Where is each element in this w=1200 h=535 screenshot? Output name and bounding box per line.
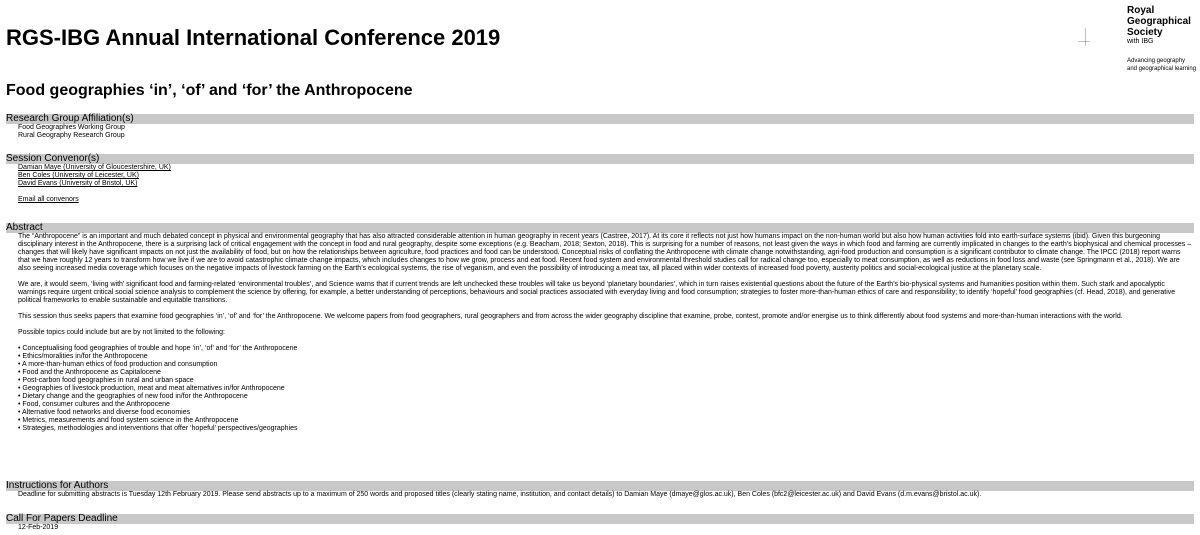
section-heading: Session Convenor(s) — [6, 154, 1194, 164]
list-item: • A more-than-human ethics of food production and consumption — [18, 361, 218, 368]
deadline-section — [6, 514, 1194, 532]
list-item: • Food and the Anthropocene as Capitalocene — [18, 369, 161, 376]
logo-name-line: Royal — [1127, 5, 1155, 16]
convenor-link[interactable]: Ben Coles (University of Leicester, UK) — [18, 172, 139, 179]
abstract-paragraph: Possible topics could include but are by not limited to the following: — [18, 329, 226, 336]
abstract-body — [6, 233, 1194, 433]
logo-tagline — [1127, 58, 1196, 73]
page-header — [0, 0, 1200, 74]
affiliation-section — [6, 114, 1194, 140]
list-item: • Food, consumer cultures and the Anthropocene — [18, 401, 170, 408]
list-item: • Ethics/moralities in/for the Anthropocene — [18, 353, 148, 360]
section-heading: Research Group Affiliation(s) — [6, 114, 1194, 124]
list-item: • Geographies of livestock production, meat and meat alternatives in/for Anthropocene — [18, 385, 285, 392]
affiliation-item: Rural Geography Research Group — [18, 132, 125, 139]
email-all-convenors-link[interactable]: Email all convenors — [18, 196, 79, 203]
logo-tagline-line: Advancing geography — [1127, 58, 1186, 64]
session-title: Food geographies ‘in’, ‘of’ and ‘for’ the Anthropocene — [6, 82, 413, 99]
deadline-date: 12-Feb-2019 — [18, 524, 59, 531]
section-heading: Abstract — [6, 223, 1194, 233]
logo-lines-graphic — [1078, 2, 1090, 72]
instructions-section — [6, 481, 1194, 499]
list-item: • Conceptualising food geographies of trouble and hope ‘in’, ‘of’ and ‘for’ the Anthropocene — [18, 345, 298, 352]
conference-title: RGS-IBG Annual International Conference 2019 — [6, 25, 501, 50]
abstract-section — [6, 223, 1194, 433]
list-item: • Strategies, methodologies and interventions that offer ‘hopeful’ perspectives/geographies — [18, 425, 298, 432]
convenors-list — [6, 164, 1194, 204]
list-item: • Post-carbon food geographies in rural and urban space — [18, 377, 194, 384]
affiliation-list — [6, 124, 1194, 140]
section-heading: Instructions for Authors — [6, 481, 1194, 491]
logo-name-line: Geographical — [1127, 16, 1191, 27]
abstract-paragraph: The “Anthropocene” is an important and much debated concept in physical and environmental geography that has also attracted considerable attention in human geography in recent years (Castree, 2017). At its core it reflects not just how humans impact on the non-human world but also how human activities fold into earth-surface systems (ibid). Given this burgeoning disciplinary interest in the Anthropocene, there is a surprising lack of critical engagement with the concept in food and rural geography, despite some exceptions (e.g. Beacham, 2018; Sexton, 2018). This is surprising for a number of reasons, not least given the ways in which food and farming are currently implicated in changes to the earth’s biophysical and chemical processes – changes that will likely have significant impacts on not just the availability of food, but on how the relationships between agriculture, food practices and food can be understood. Conceptual risks of conflating the Anthropocene with climate change notwithstanding, agri-food production and consumption is a significant contributor to climate change. The IPCC (2018) report warns that we have roughly 12 years to transform how we live if we are to avoid catastrophic climate change impacts, which includes changes to how we grow, process and eat food. Recent food system and environmental threshold studies call for radical change too, especially to meat consumption, as well as reductions in food loss and waste (see Springmann et al., 2018). We are also seeing increased media coverage which focuses on the negative impacts of livestock farming on the Earth’s ecological systems, the rise of veganism, and even the possibility of introducing a meat tax, all placed within wider contexts of increased food poverty, austerity politics and social-ecological justice at the planetary scale. — [18, 233, 1192, 272]
logo-with-ibg: with IBG — [1127, 38, 1154, 45]
abstract-paragraph: This session thus seeks papers that examine food geographies ‘in’, ‘of’ and ‘for’ the Anthropocene. We welcome papers from food geographers, rural geographers and from across the wider geography discipline that examine, probe, contest, promote and/or energise us to think differently about food systems and more-than-human interactions with the world. — [18, 313, 1123, 320]
affiliation-item: Food Geographies Working Group — [18, 124, 125, 131]
topics-list — [18, 345, 1194, 433]
convenor-link[interactable]: David Evans (University of Bristol, UK) — [18, 180, 138, 187]
convenors-section — [6, 154, 1194, 204]
convenor-link[interactable]: Damian Maye (University of Gloucestershire, UK) — [18, 164, 171, 171]
logo-tagline-line: and geographical learning — [1127, 65, 1197, 72]
list-item: • Dietary change and the geographies of new food in/for the Anthropocene — [18, 393, 248, 400]
abstract-paragraph: We are, it would seem, ‘living with’ significant food and farming-related ‘environmental troubles’, and Science warns that if current trends are left unchecked these troubles will take us beyond ‘planetary boundaries’, which in turn raises existential questions about the future of the Earth’s bio-physical systems and humanities position within them. Such stark and apocalyptic warnings require urgent critical social science analysis to complement the science by offering, for example, a better understanding of perceptions, behaviours and social practices associated with everyday living and food consumption; strategies to foster more-than-human ethics of care and responsibility; to identify ‘hopeful’ food geographies (cf. Head, 2018), and generative political frameworks to enable sustainable and equitable transitions. — [18, 281, 1176, 304]
instructions-text: Deadline for submitting abstracts is Tuesday 12th February 2019. Please send abstracts up to a maximum of 250 words and proposed titles (clearly stating name, institution, and contact details) to Damian Maye (dmaye@glos.ac.uk), Ben Coles (bfc2@leicester.ac.uk) and David Evans (d.m.evans@bristol.ac.uk). — [18, 491, 982, 498]
logo-name-line: Society — [1127, 27, 1163, 38]
list-item: • Alternative food networks and diverse food economies — [18, 409, 191, 416]
section-heading: Call For Papers Deadline — [6, 514, 1194, 524]
rgs-logo — [1078, 2, 1198, 72]
list-item: • Metrics, measurements and food system science in the Anthropocene — [18, 417, 239, 424]
logo-name — [1127, 5, 1191, 38]
